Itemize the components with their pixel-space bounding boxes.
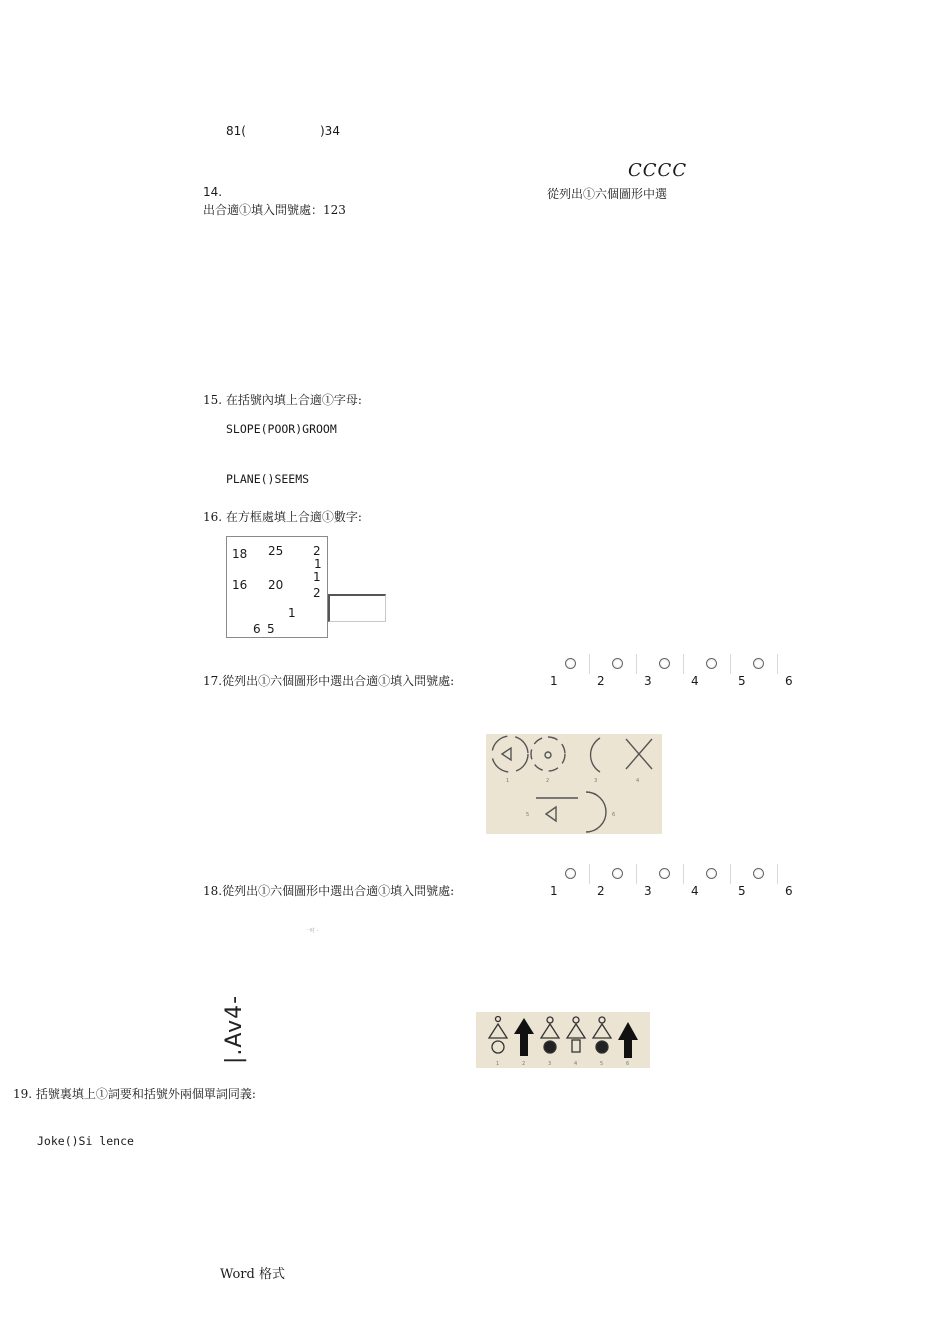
option-number: 2 [597,674,605,688]
q16-cell: 16 [232,578,248,592]
footer-word-format: Word 格式 [220,1267,285,1282]
q17-options [550,654,810,688]
svg-text:1: 1 [496,1061,500,1067]
radio-icon[interactable] [659,868,670,879]
q18-tiny-text: 一吋 · [305,928,319,934]
q17-shapes-icon [486,734,662,834]
radio-icon[interactable] [565,658,576,669]
svg-text:6: 6 [626,1061,630,1067]
q16-cell: 1 [288,606,296,620]
option-number: 4 [691,884,699,898]
q16-cell: 2 [313,544,321,558]
q16-cell: 1 [314,557,322,571]
q17-option-3[interactable] [644,654,691,688]
q15-line1: SLOPE(POOR)GROOM [226,422,337,436]
q18-option-6[interactable] [785,864,832,898]
svg-text:6: 6 [612,812,616,818]
q19-line: Joke()Si lence [37,1134,134,1148]
option-number: 4 [691,674,699,688]
option-number: 5 [738,674,746,688]
q18-options [550,864,810,898]
radio-icon[interactable] [753,658,764,669]
radio-icon[interactable] [706,868,717,879]
q16-cell: 2 [313,586,321,600]
q17-option-5[interactable] [738,654,785,688]
q16-answer-box[interactable] [328,594,386,622]
radio-icon[interactable] [706,658,717,669]
radio-icon[interactable] [753,868,764,879]
option-number: 6 [785,884,793,898]
radio-icon[interactable] [612,658,623,669]
option-number: 1 [550,674,558,688]
fragment-right: )34 [320,124,340,138]
q17-option-6[interactable] [785,654,832,688]
q18-option-4[interactable] [691,864,738,898]
q15-label: 15. 在括號內填上合適①字母: [203,393,362,407]
svg-text:4: 4 [574,1061,578,1067]
option-number: 5 [738,884,746,898]
q14-text-right: 從列出①六個圖形中選 [547,187,668,201]
option-number: 3 [644,674,652,688]
svg-text:3: 3 [594,778,598,784]
q16-number-grid [226,536,328,638]
fragment-left: 81( [226,124,246,138]
svg-text:5: 5 [600,1061,604,1067]
q17-figure [486,734,662,834]
q17-option-2[interactable] [597,654,644,688]
option-number: 2 [597,884,605,898]
q18-option-3[interactable] [644,864,691,898]
q16-cell: 20 [268,578,284,592]
q16-cell: 5 [267,622,275,636]
q18-option-1[interactable] [550,864,597,898]
q16-cell: 25 [268,544,284,558]
q18-figures-icon [476,1012,650,1068]
q19-label: 19. 括號裏填上①詞要和括號外兩個單詞同義: [13,1087,256,1101]
svg-text:2: 2 [522,1061,526,1067]
q16-label: 16. 在方框處填上合適①數字: [203,510,362,524]
option-number: 1 [550,884,558,898]
q16-cell: 6 [253,622,261,636]
rotated-text: |.Av4- [222,994,247,1064]
radio-icon[interactable] [612,868,623,879]
svg-text:1: 1 [506,778,510,784]
svg-text:4: 4 [636,778,640,784]
q15-line2: PLANE()SEEMS [226,472,310,486]
option-number: 6 [785,674,793,688]
q17-label: 17.從列出①六個圖形中選出合適①填入問號處: [203,674,455,688]
q18-figure [476,1012,650,1068]
cccc-mark: CCCC [628,160,688,181]
q18-option-5[interactable] [738,864,785,898]
q17-option-4[interactable] [691,654,738,688]
q18-option-2[interactable] [597,864,644,898]
q16-cell: 1 [313,570,321,584]
svg-text:3: 3 [548,1061,552,1067]
svg-text:5: 5 [526,812,530,818]
radio-icon[interactable] [565,868,576,879]
q14-text-continued: 出合適①填入問號處：123 [203,203,346,217]
svg-text:2: 2 [546,778,550,784]
radio-icon[interactable] [659,658,670,669]
q14-number: 14. [203,185,223,199]
q16-cell: 18 [232,547,248,561]
q17-option-1[interactable] [550,654,597,688]
option-number: 3 [644,884,652,898]
q18-label: 18.從列出①六個圖形中選出合適①填入問號處: [203,884,455,898]
